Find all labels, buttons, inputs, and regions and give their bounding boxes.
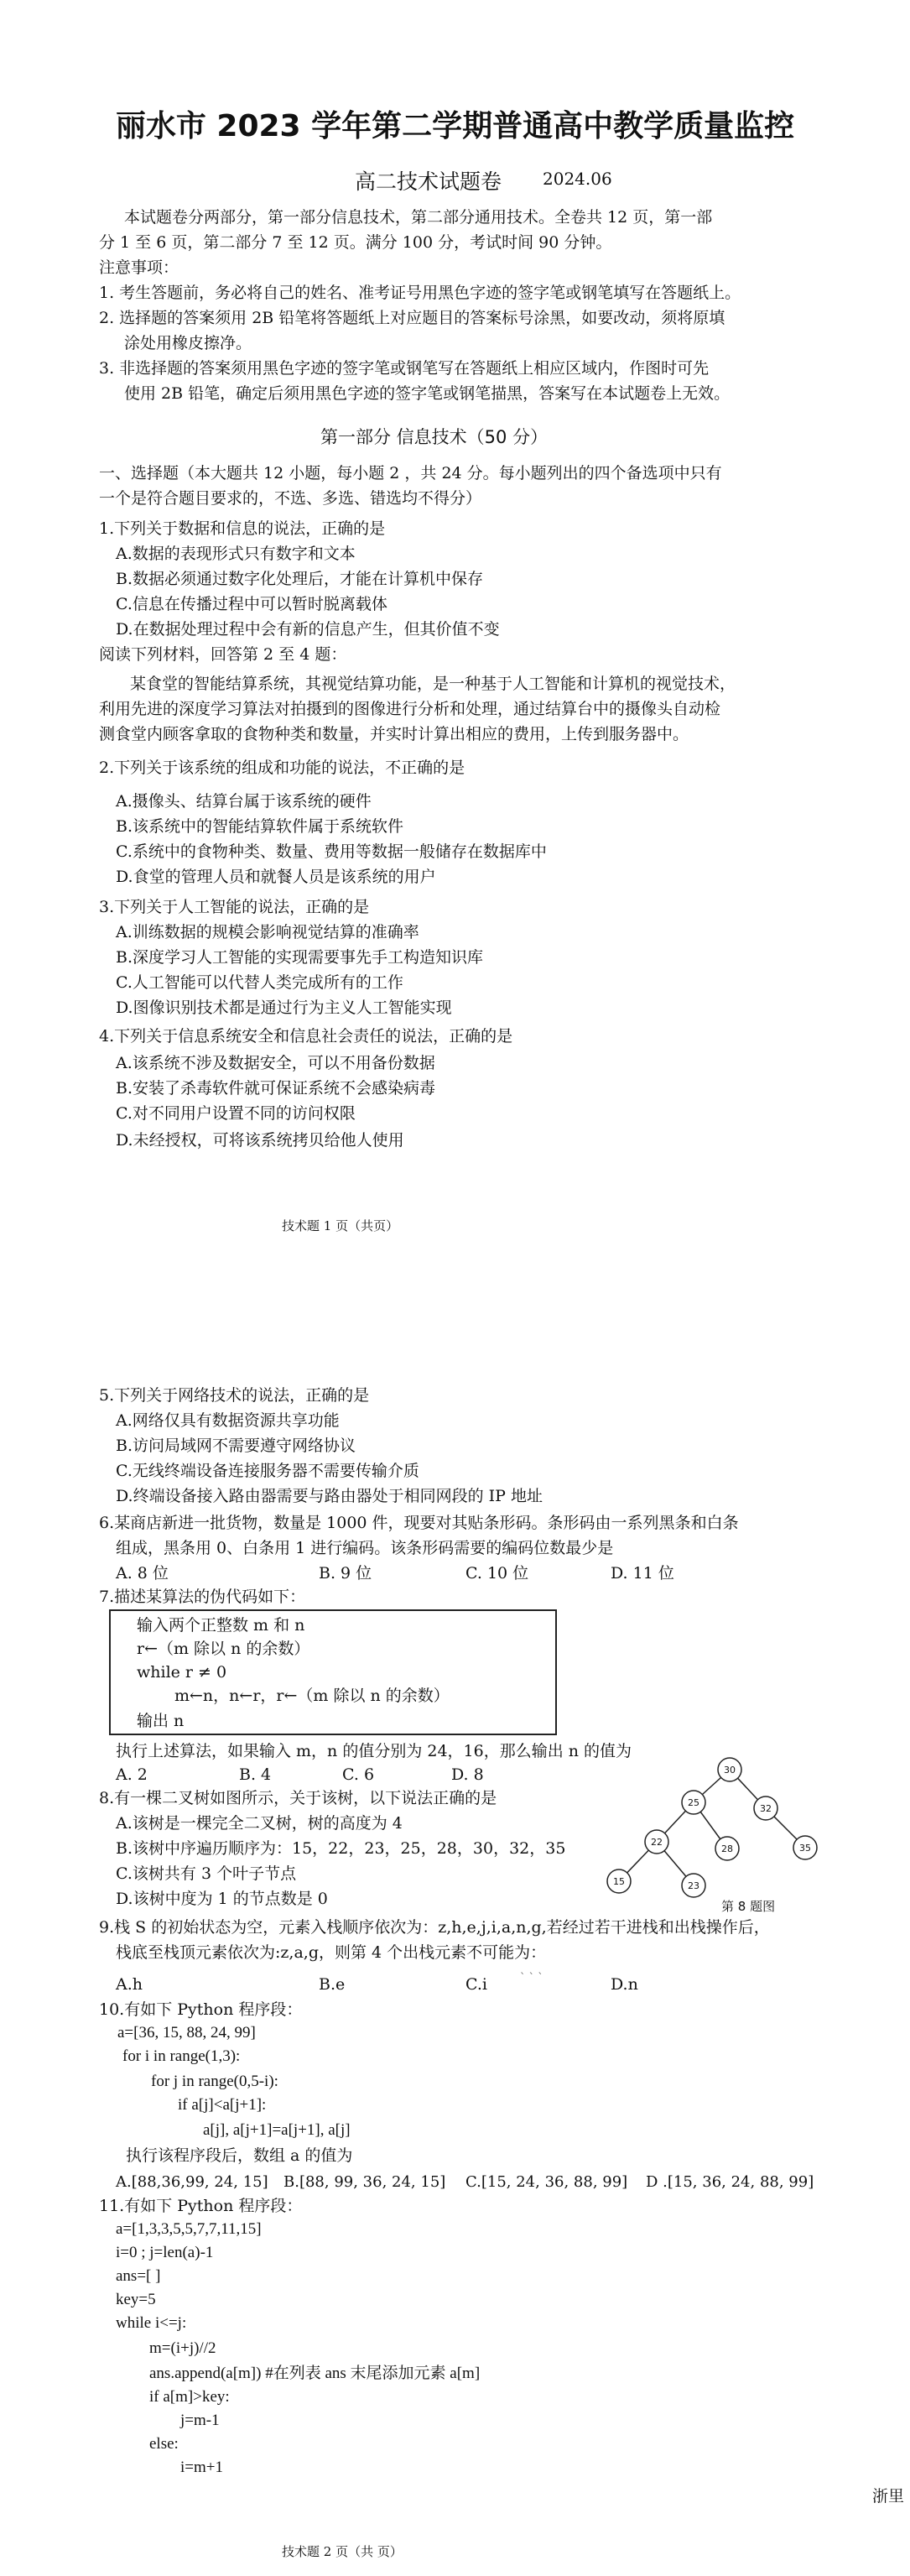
tree-node-label: 30 [724, 1765, 736, 1776]
notes-title: 注意事项： [99, 258, 179, 277]
q6-option-b: B. 9 位 [319, 1564, 372, 1583]
note-2: 2. 选择题的答案须用 2B 铅笔将答题纸上对应题目的答案标号涂黑，如要改动，须将原填 [99, 309, 725, 327]
q11-code-line-3: ans=[ ] [116, 2267, 161, 2285]
q9-stray-marks: ` ` ` [520, 1972, 543, 1984]
q7-option-a: A. 2 [116, 1765, 148, 1784]
q2-option-a: A.摄像头、结算台属于该系统的硬件 [116, 792, 372, 811]
q3-option-a: A.训练数据的规模会影响视觉结算的准确率 [116, 923, 419, 941]
q8-option-a: A.该树是一棵完全二叉树，树的高度为 4 [116, 1814, 403, 1833]
q7-code-line-2: r←（m 除以 n 的余数） [137, 1640, 310, 1658]
q1-option-a: A.数据的表现形式只有数字和文本 [116, 545, 356, 563]
intro-line-1: 本试题卷分两部分，第一部分信息技术，第二部分通用技术。全卷共 12 页，第一部 [124, 208, 713, 227]
q7-after: 执行上述算法，如果输入 m，n 的值分别为 24，16，那么输出 n 的值为 [116, 1742, 632, 1760]
tree-node-label: 15 [613, 1876, 625, 1887]
q10-code-line-5: a[j], a[j+1]=a[j+1], a[j] [203, 2121, 351, 2139]
edge-watermark-text: 浙里 [872, 2487, 905, 2506]
q5-option-b: B.访问局域网不需要遵守网络协议 [116, 1437, 356, 1455]
q7-option-b: B. 4 [239, 1765, 272, 1784]
q11-code-line-11: i=m+1 [180, 2459, 223, 2476]
material-line-1: 某食堂的智能结算系统，其视觉结算功能，是一种基于人工智能和计算机的视觉技术， [130, 675, 736, 693]
q1-option-d: D.在数据处理过程中会有新的信息产生，但其价值不变 [116, 620, 500, 639]
q7-option-d: D. 8 [451, 1765, 484, 1784]
q6-option-c: C. 10 位 [465, 1564, 529, 1583]
q7-stem: 7.描述某算法的伪代码如下： [99, 1588, 306, 1606]
q5-option-a: A.网络仅具有数据资源共享功能 [116, 1411, 340, 1430]
q2-option-b: B.该系统中的智能结算软件属于系统软件 [116, 817, 404, 836]
tree-node-label: 23 [688, 1880, 699, 1891]
q11-code-line-7: ans.append(a[m]) #在列表 ans 末尾添加元素 a[m] [149, 2365, 481, 2382]
note-2-cont: 涂处用橡皮擦净。 [124, 334, 252, 352]
q9-stem-2: 栈底至栈顶元素依次为:z,a,g，则第 4 个出栈元素不可能为： [116, 1943, 547, 1962]
q8-stem: 8.有一棵二叉树如图所示，关于该树，以下说法正确的是 [99, 1789, 497, 1807]
q7-code-line-1: 输入两个正整数 m 和 n [137, 1616, 305, 1635]
section1-line-1: 一、选择题（本大题共 12 小题，每小题 2 ，共 24 分。每小题列出的四个备选项中只有 [99, 464, 722, 482]
q11-code-line-5: while i<=j: [116, 2314, 187, 2332]
q2-option-c: C.系统中的食物种类、数量、费用等数据一般储存在数据库中 [116, 842, 547, 861]
q7-option-c: C. 6 [342, 1765, 375, 1784]
page-title: 丽水市 2023 学年第二学期普通高中教学质量监控 [115, 109, 795, 143]
q9-option-a: A.h [116, 1975, 143, 1994]
q3-stem: 3.下列关于人工智能的说法，正确的是 [99, 898, 370, 916]
q4-option-c: C.对不同用户设置不同的访问权限 [116, 1104, 356, 1123]
q9-stem-1: 9.栈 S 的初始状态为空，元素入栈顺序依次为：z,h,e,j,i,a,n,g,若经过若干进栈和出栈操作后， [99, 1918, 770, 1937]
material-line-3: 测食堂内顾客拿取的食物种类和数量，并实时计算出相应的费用，上传到服务器中。 [99, 725, 689, 743]
q11-stem: 11.有如下 Python 程序段： [99, 2197, 303, 2215]
tree-node-label: 25 [688, 1797, 699, 1808]
q10-code-line-2: for i in range(1,3): [122, 2047, 241, 2065]
q10-option-a: A.[88,36,99, 24, 15] [116, 2173, 268, 2191]
note-1: 1. 考生答题前，务必将自己的姓名、准考证号用黑色字迹的签字笔或钢笔填写在答题纸上。 [99, 284, 741, 302]
q3-option-b: B.深度学习人工智能的实现需要事先手工构造知识库 [116, 948, 484, 967]
q1-option-c: C.信息在传播过程中可以暂时脱离载体 [116, 595, 387, 613]
q5-stem: 5.下列关于网络技术的说法，正确的是 [99, 1386, 370, 1405]
q8-option-d: D.该树中度为 1 的节点数是 0 [116, 1890, 328, 1908]
q6-option-a: A. 8 位 [116, 1564, 169, 1583]
q4-option-b: B.安装了杀毒软件就可保证系统不会感染病毒 [116, 1079, 436, 1098]
q11-code-line-10: else: [149, 2435, 179, 2453]
q4-stem: 4.下列关于信息系统安全和信息社会责任的说法，正确的是 [99, 1027, 513, 1046]
subtitle: 高二技术试题卷 [355, 169, 502, 194]
q11-code-line-1: a=[1,3,3,5,5,7,7,11,15] [116, 2220, 262, 2238]
note-3: 3. 非选择题的答案须用黑色字迹的签字笔或钢笔写在答题纸上相应区域内，作图时可先 [99, 359, 710, 378]
tree-node-label: 35 [799, 1843, 811, 1854]
q5-option-c: C.无线终端设备连接服务器不需要传输介质 [116, 1462, 419, 1480]
q3-option-c: C.人工智能可以代替人类完成所有的工作 [116, 973, 403, 992]
note-3-cont: 使用 2B 铅笔，确定后须用黑色字迹的签字笔或钢笔描黑，答案写在本试题卷上无效。 [124, 384, 731, 403]
q11-code-line-6: m=(i+j)//2 [149, 2339, 216, 2357]
intro-line-2: 分 1 至 6 页，第二部分 7 至 12 页。满分 100 分，考试时间 90 分钟。 [99, 233, 612, 252]
figure-caption: 第 8 题图 [721, 1899, 776, 1914]
q6-stem-2: 组成，黑条用 0、白条用 1 进行编码。该条形码需要的编码位数最少是 [116, 1539, 614, 1557]
q6-stem-1: 6.某商店新进一批货物，数量是 1000 件，现要对其贴条形码。条形码由一系列黑条和白条 [99, 1514, 739, 1532]
q3-option-d: D.图像识别技术都是通过行为主义人工智能实现 [116, 999, 452, 1017]
q9-option-d: D.n [611, 1975, 638, 1994]
material-line-2: 利用先进的深度学习算法对拍摄到的图像进行分析和处理，通过结算台中的摄像头自动检 [99, 700, 721, 718]
q2-option-d: D.食堂的管理人员和就餐人员是该系统的用户 [116, 868, 436, 886]
q4-option-a: A.该系统不涉及数据安全，可以不用备份数据 [116, 1054, 435, 1072]
q6-option-d: D. 11 位 [611, 1564, 674, 1583]
exam-date: 2024.06 [543, 169, 612, 189]
q7-code-line-3: while r ≠ 0 [137, 1663, 227, 1682]
q10-stem: 10.有如下 Python 程序段： [99, 2000, 303, 2019]
q9-option-c: C.i [465, 1975, 487, 1994]
q7-code-line-4: m←n，n←r，r←（m 除以 n 的余数） [174, 1687, 450, 1705]
q2-stem: 2.下列关于该系统的组成和功能的说法，不正确的是 [99, 759, 465, 777]
q4-option-d: D.未经授权，可将该系统拷贝给他人使用 [116, 1131, 404, 1150]
binary-tree-figure [587, 1749, 830, 1922]
q11-code-line-9: j=m-1 [180, 2412, 220, 2429]
material-intro: 阅读下列材料，回答第 2 至 4 题： [99, 645, 347, 664]
q9-option-b: B.e [319, 1975, 346, 1994]
q10-option-c: C.[15, 24, 36, 88, 99] [465, 2173, 628, 2191]
q1-option-b: B.数据必须通过数字化处理后，才能在计算机中保存 [116, 570, 484, 588]
q1-stem: 1.下列关于数据和信息的说法，正确的是 [99, 519, 386, 538]
q10-after: 执行该程序段后，数组 a 的值为 [126, 2146, 353, 2165]
q10-option-b: B.[88, 99, 36, 24, 15] [283, 2173, 446, 2191]
tree-node-label: 28 [721, 1843, 733, 1854]
q8-option-c: C.该树共有 3 个叶子节点 [116, 1864, 297, 1883]
tree-node-label: 32 [760, 1803, 772, 1814]
q11-code-line-8: if a[m]>key: [149, 2388, 230, 2406]
q8-option-b: B.该树中序遍历顺序为：15，22，23，25，28，30，32，35 [116, 1839, 566, 1858]
q11-code-line-2: i=0 ; j=len(a)-1 [116, 2244, 214, 2261]
page-footer-2: 技术题 2 页（共 页） [282, 2544, 403, 2559]
q11-code-line-4: key=5 [116, 2291, 156, 2308]
q10-code-line-3: for j in range(0,5-i): [151, 2073, 278, 2090]
q10-code-line-4: if a[j]<a[j+1]: [178, 2096, 267, 2114]
q10-option-d: D .[15, 36, 24, 88, 99] [646, 2173, 814, 2191]
part1-title: 第一部分 信息技术（50 分） [320, 427, 549, 447]
tree-node-label: 22 [651, 1837, 663, 1848]
q7-code-line-5: 输出 n [137, 1712, 185, 1730]
page-footer-1: 技术题 1 页（共页） [282, 1218, 399, 1233]
section1-line-2: 一个是符合题目要求的，不选、多选、错选均不得分） [99, 489, 482, 508]
q5-option-d: D.终端设备接入路由器需要与路由器处于相同网段的 IP 地址 [116, 1487, 543, 1505]
q10-code-line-1: a=[36, 15, 88, 24, 99] [117, 2024, 256, 2042]
